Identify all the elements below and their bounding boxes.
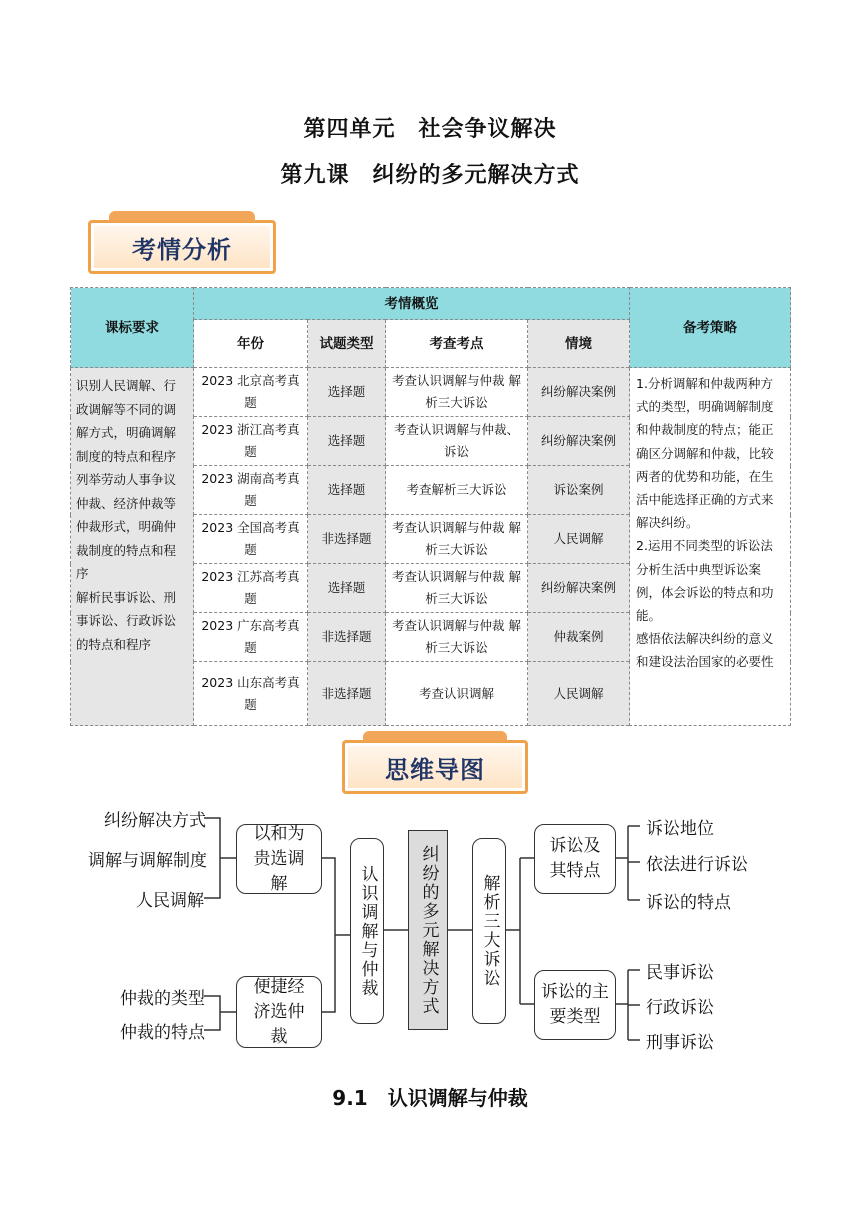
subheader-point: 考查考点 — [386, 320, 528, 368]
row-point: 考查认识调解与仲裁 解析三大诉讼 — [386, 613, 528, 662]
row-point: 考查认识调解与仲裁 解析三大诉讼 — [386, 368, 528, 417]
mediation-box — [236, 824, 322, 894]
left-branch-box — [350, 838, 384, 1024]
row-year: 2023 江苏高考真题 — [194, 564, 308, 613]
litigation-item: 诉讼的特点 — [646, 893, 731, 913]
mediation-item: 人民调解 — [136, 891, 204, 911]
litigation-item: 诉讼地位 — [646, 819, 714, 839]
litigation-box-label: 诉讼及其特点 — [549, 836, 601, 881]
row-context: 仲裁案例 — [528, 613, 630, 662]
row-point: 考查认识调解与仲裁、诉讼 — [386, 417, 528, 466]
mind-map-label: 思维导图 — [385, 755, 485, 784]
section-heading: 9.1 认识调解与仲裁 — [332, 1086, 528, 1110]
right-branch-label: 解析三大诉讼 — [479, 874, 500, 988]
subheader-context: 情境 — [528, 320, 630, 368]
row-year: 2023 浙江高考真题 — [194, 417, 308, 466]
litigation-type-item: 行政诉讼 — [646, 998, 714, 1018]
row-year: 2023 广东高考真题 — [194, 613, 308, 662]
litigation-types-label: 诉讼的主要类型 — [541, 982, 609, 1027]
row-context: 纠纷解决案例 — [528, 417, 630, 466]
row-type: 选择题 — [308, 466, 386, 515]
row-point: 考查认识调解与仲裁 解析三大诉讼 — [386, 515, 528, 564]
row-year: 2023 全国高考真题 — [194, 515, 308, 564]
row-context: 纠纷解决案例 — [528, 368, 630, 417]
mediation-item: 纠纷解决方式 — [104, 811, 206, 831]
right-branch-box — [472, 838, 506, 1024]
arbitration-item: 仲裁的类型 — [120, 989, 205, 1009]
arbitration-item: 仲裁的特点 — [120, 1023, 205, 1043]
row-context: 纠纷解决案例 — [528, 564, 630, 613]
row-context: 人民调解 — [528, 515, 630, 564]
center-label: 纠纷的多元解决方式 — [418, 844, 439, 1016]
row-point: 考查认识调解 — [386, 662, 528, 726]
center-box — [408, 830, 448, 1030]
left-branch-label: 认识调解与仲裁 — [357, 864, 378, 998]
header-strategy: 备考策略 — [630, 288, 791, 368]
subheader-year: 年份 — [194, 320, 308, 368]
litigation-type-item: 刑事诉讼 — [646, 1033, 714, 1053]
litigation-types-box — [534, 970, 616, 1040]
row-type: 选择题 — [308, 417, 386, 466]
row-point: 考查解析三大诉讼 — [386, 466, 528, 515]
litigation-box — [534, 824, 616, 894]
subheader-type: 试题类型 — [308, 320, 386, 368]
lesson-title: 第九课 纠纷的多元解决方式 — [280, 163, 580, 188]
row-type: 选择题 — [308, 368, 386, 417]
row-type: 非选择题 — [308, 662, 386, 726]
arbitration-box-label: 便捷经济选仲裁 — [253, 976, 305, 1047]
row-year: 2023 湖南高考真题 — [194, 466, 308, 515]
mediation-box-label: 以和为贵选调解 — [253, 823, 305, 894]
strategy-text: 1.分析调解和仲裁两种方式的类型，明确调解制度和仲裁制度的特点；能正确区分调解和仲裁，比较两者的优势和功能，在生活中能选择正确的方式来解决纠纷。 2.运用不同类型的诉讼法分析生活中典型诉讼案例，体会诉讼的特点和功能。 感悟依法解决纠纷的意义和建设法治国家的必要性 — [630, 368, 791, 726]
row-type: 非选择题 — [308, 515, 386, 564]
litigation-item: 依法进行诉讼 — [646, 855, 748, 875]
unit-title: 第四单元 社会争议解决 — [303, 117, 557, 142]
header-overview: 考情概览 — [194, 288, 630, 320]
row-type: 非选择题 — [308, 613, 386, 662]
row-context: 诉讼案例 — [528, 466, 630, 515]
litigation-type-item: 民事诉讼 — [646, 963, 714, 983]
requirements-text: 识别人民调解、行政调解等不同的调解方式，明确调解制度的特点和程序 列举劳动人事争议仲裁、经济仲裁等仲裁形式，明确仲裁制度的特点和程序 解析民事诉讼、刑事诉讼、行政诉讼的特点和程序 — [71, 368, 194, 726]
row-context: 人民调解 — [528, 662, 630, 726]
exam-analysis-label: 考情分析 — [132, 235, 232, 264]
row-type: 选择题 — [308, 564, 386, 613]
row-point: 考查认识调解与仲裁 解析三大诉讼 — [386, 564, 528, 613]
header-requirements: 课标要求 — [71, 288, 194, 368]
row-year: 2023 北京高考真题 — [194, 368, 308, 417]
mediation-item: 调解与调解制度 — [88, 851, 207, 871]
row-year: 2023 山东高考真题 — [194, 662, 308, 726]
arbitration-box — [236, 976, 322, 1048]
